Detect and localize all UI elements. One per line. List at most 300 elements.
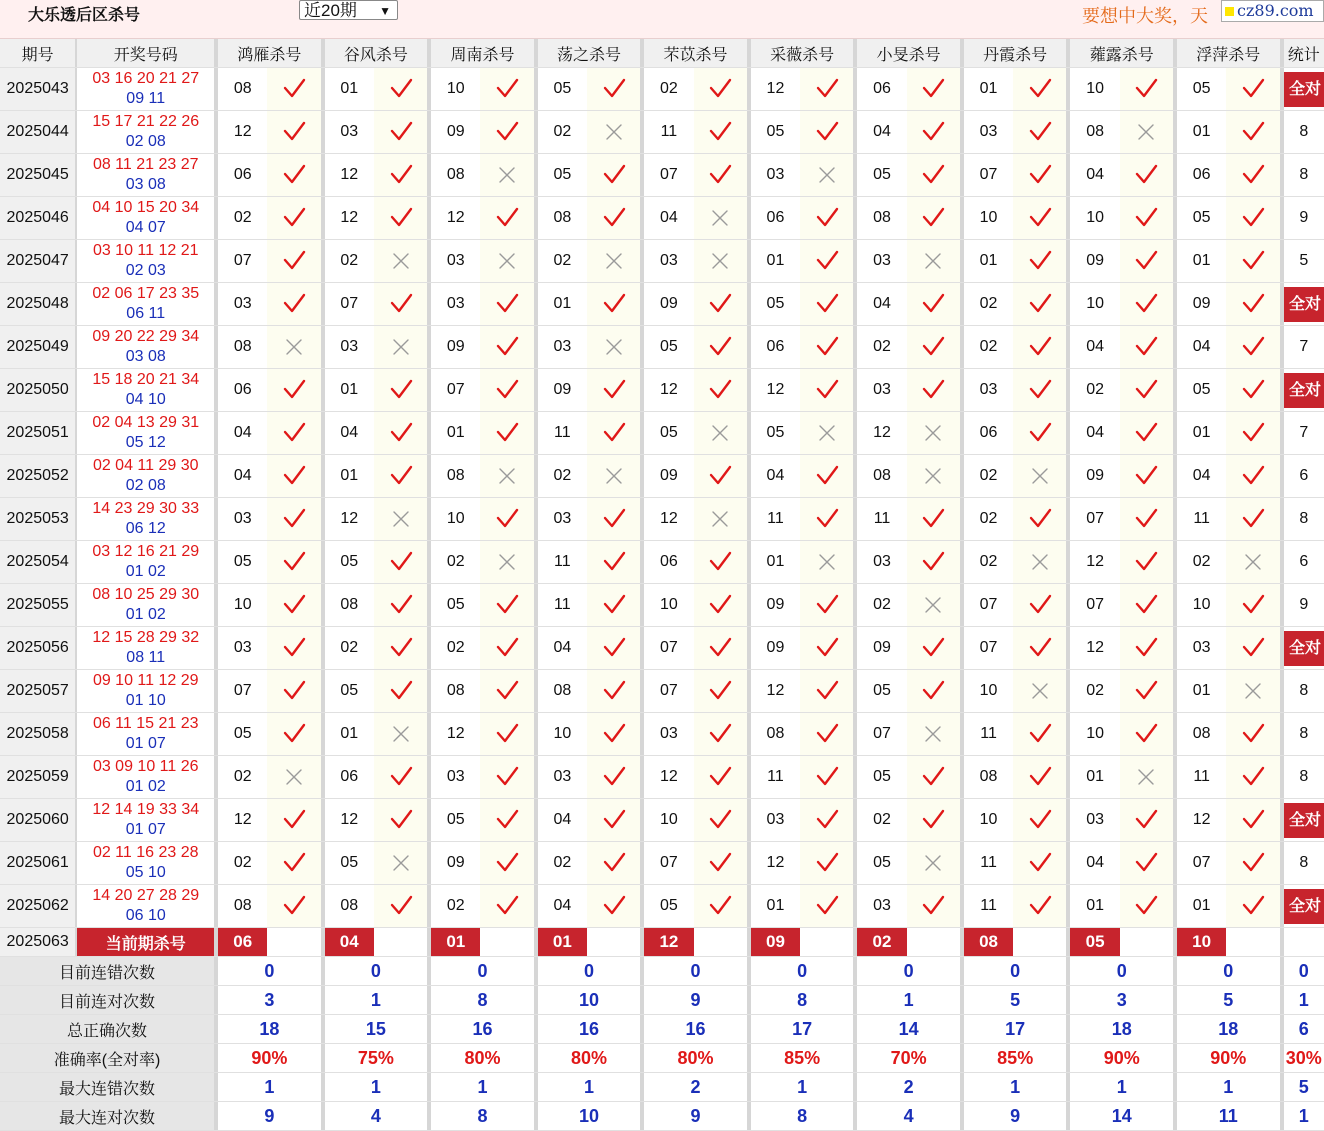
check-icon	[1241, 335, 1265, 359]
kill-result	[587, 799, 640, 842]
kill-result	[1226, 68, 1279, 111]
kill-result	[800, 369, 853, 412]
kill-result	[267, 455, 320, 498]
check-icon	[708, 894, 732, 918]
summary-value: 18	[1177, 1015, 1280, 1044]
check-icon	[389, 550, 413, 574]
kill-number: 05	[538, 68, 587, 111]
current-stat-empty	[1284, 928, 1324, 957]
kill-result	[1013, 885, 1066, 928]
kill-number: 09	[751, 584, 800, 627]
row-stat	[1284, 369, 1324, 412]
kill-result	[694, 627, 747, 670]
kill-number: 07	[964, 584, 1013, 627]
check-icon	[1028, 722, 1052, 746]
kill-number: 06	[751, 197, 800, 240]
kill-number: 01	[1177, 670, 1226, 713]
summary-value: 0	[1070, 957, 1173, 986]
table-row	[0, 842, 1324, 885]
cross-icon	[495, 249, 519, 273]
summary-value: 0	[431, 957, 534, 986]
draw-numbers-cell	[77, 584, 214, 627]
summary-value: 8	[431, 986, 534, 1015]
kill-result	[1226, 455, 1279, 498]
kill-number: 01	[1177, 111, 1226, 154]
kill-number: 02	[325, 627, 374, 670]
period-cell: 2025049	[0, 326, 75, 369]
scrolling-slogan: 要想中大奖，天	[1082, 6, 1208, 26]
kill-number: 08	[431, 455, 480, 498]
kill-number: 08	[1070, 111, 1119, 154]
cross-icon	[389, 722, 413, 746]
row-stat: 9	[1284, 197, 1324, 240]
kill-number: 09	[1070, 455, 1119, 498]
check-icon	[1134, 77, 1158, 101]
check-icon	[282, 636, 306, 660]
summary-value: 70%	[857, 1044, 960, 1073]
check-icon	[495, 593, 519, 617]
kill-result	[1013, 240, 1066, 283]
kill-number: 02	[1070, 670, 1119, 713]
kill-result	[1013, 584, 1066, 627]
check-icon	[602, 163, 626, 187]
kill-number: 08	[218, 326, 267, 369]
period-cell: 2025057	[0, 670, 75, 713]
kill-number: 02	[431, 541, 480, 584]
summary-value: 1	[538, 1073, 641, 1102]
check-icon	[1028, 421, 1052, 445]
check-icon	[495, 894, 519, 918]
kill-result	[267, 326, 320, 369]
check-icon	[708, 808, 732, 832]
table-row	[0, 627, 1324, 670]
row-stat: 8	[1284, 154, 1324, 197]
kill-number: 01	[1177, 412, 1226, 455]
cross-icon	[815, 550, 839, 574]
draw-numbers-cell	[77, 885, 214, 928]
kill-number: 02	[538, 455, 587, 498]
row-stat	[1284, 627, 1324, 670]
kill-number: 01	[964, 68, 1013, 111]
kill-number: 04	[325, 412, 374, 455]
check-icon	[495, 77, 519, 101]
kill-number: 07	[325, 283, 374, 326]
kill-result	[267, 799, 320, 842]
back-numbers: 02 03	[125, 262, 166, 279]
kill-number: 12	[1070, 627, 1119, 670]
check-icon	[1241, 464, 1265, 488]
check-icon	[1241, 292, 1265, 316]
kill-number: 10	[964, 197, 1013, 240]
draw-numbers-cell	[77, 369, 214, 412]
kill-result	[1226, 111, 1279, 154]
row-stat: 8	[1284, 670, 1324, 713]
kill-number: 10	[1070, 68, 1119, 111]
column-header-expert: 小旻杀号	[857, 39, 960, 68]
cross-icon	[1028, 550, 1052, 574]
row-stat	[1284, 68, 1324, 111]
check-icon	[282, 679, 306, 703]
kill-number: 04	[218, 455, 267, 498]
back-numbers: 05 10	[125, 864, 166, 881]
kill-number: 03	[644, 240, 693, 283]
current-kill-empty	[374, 928, 427, 957]
kill-result	[374, 584, 427, 627]
kill-result	[800, 326, 853, 369]
kill-result	[374, 498, 427, 541]
kill-number: 06	[1177, 154, 1226, 197]
back-numbers: 01 07	[125, 821, 166, 838]
period-range-value: 近20期	[304, 1, 357, 20]
kill-number: 02	[218, 842, 267, 885]
draw-numbers-cell	[77, 455, 214, 498]
kill-number: 09	[538, 369, 587, 412]
check-icon	[815, 808, 839, 832]
cross-icon	[602, 464, 626, 488]
kill-result	[480, 627, 533, 670]
kill-number: 10	[964, 799, 1013, 842]
kill-result	[1120, 283, 1173, 326]
kill-result	[480, 369, 533, 412]
table-row	[0, 670, 1324, 713]
check-icon	[389, 894, 413, 918]
kill-number: 02	[857, 799, 906, 842]
all-correct-badge: 全对	[1284, 803, 1324, 838]
kill-number: 08	[857, 197, 906, 240]
current-kill-number: 01	[538, 928, 587, 957]
kill-number: 07	[644, 154, 693, 197]
kill-number: 02	[964, 498, 1013, 541]
front-numbers: 08 11 21 23 27	[92, 156, 199, 173]
kill-number: 02	[857, 584, 906, 627]
kill-number: 02	[964, 541, 1013, 584]
kill-number: 04	[1177, 455, 1226, 498]
kill-result	[587, 240, 640, 283]
check-icon	[1241, 765, 1265, 789]
kill-number: 07	[644, 842, 693, 885]
kill-result	[374, 197, 427, 240]
column-header-expert: 丹霞杀号	[964, 39, 1067, 68]
kill-result	[587, 455, 640, 498]
kill-number: 07	[644, 670, 693, 713]
summary-value: 2	[644, 1073, 747, 1102]
kill-number: 11	[1177, 498, 1226, 541]
summary-value: 0	[1177, 957, 1280, 986]
kill-number: 07	[964, 627, 1013, 670]
table-row	[0, 369, 1324, 412]
all-correct-badge: 全对	[1284, 889, 1324, 924]
kill-result	[374, 670, 427, 713]
check-icon	[1028, 378, 1052, 402]
kill-number: 05	[751, 283, 800, 326]
kill-result	[907, 326, 960, 369]
check-icon	[1134, 421, 1158, 445]
kill-number: 12	[751, 670, 800, 713]
kill-result	[587, 756, 640, 799]
check-icon	[815, 679, 839, 703]
summary-value: 5	[964, 986, 1067, 1015]
kill-number: 05	[538, 154, 587, 197]
kill-result	[1120, 68, 1173, 111]
kill-result	[1120, 154, 1173, 197]
kill-result	[694, 197, 747, 240]
check-icon	[282, 249, 306, 273]
kill-number: 10	[1070, 713, 1119, 756]
front-numbers: 03 12 16 21 29	[92, 543, 200, 560]
kill-result	[1226, 584, 1279, 627]
kill-number: 10	[644, 584, 693, 627]
check-icon	[708, 378, 732, 402]
front-numbers: 02 04 11 29 30	[92, 457, 199, 474]
kill-number: 12	[1177, 799, 1226, 842]
cross-icon	[602, 120, 626, 144]
kill-number: 03	[431, 240, 480, 283]
check-icon	[282, 808, 306, 832]
check-icon	[495, 722, 519, 746]
kill-result	[267, 584, 320, 627]
back-numbers: 08 11	[126, 649, 166, 666]
front-numbers: 03 09 10 11 26	[92, 758, 199, 775]
kill-result	[907, 412, 960, 455]
kill-result	[480, 498, 533, 541]
back-numbers: 03 08	[125, 176, 166, 193]
summary-value: 15	[325, 1015, 428, 1044]
check-icon	[1028, 292, 1052, 316]
check-icon	[602, 894, 626, 918]
check-icon	[1134, 550, 1158, 574]
kill-result	[480, 670, 533, 713]
kill-result	[374, 756, 427, 799]
kill-result	[694, 584, 747, 627]
period-range-select[interactable]	[299, 0, 398, 20]
row-stat: 6	[1284, 541, 1324, 584]
check-icon	[282, 550, 306, 574]
row-stat: 7	[1284, 326, 1324, 369]
check-icon	[282, 593, 306, 617]
kill-result	[267, 154, 320, 197]
period-cell: 2025055	[0, 584, 75, 627]
check-icon	[282, 292, 306, 316]
check-icon	[495, 851, 519, 875]
table-row	[0, 111, 1324, 154]
summary-value: 16	[538, 1015, 641, 1044]
cross-icon	[921, 593, 945, 617]
kill-number: 04	[857, 283, 906, 326]
kill-number: 12	[325, 154, 374, 197]
row-stat: 8	[1284, 111, 1324, 154]
kill-result	[587, 842, 640, 885]
summary-value: 1	[218, 1073, 321, 1102]
kill-number: 05	[218, 541, 267, 584]
kill-result	[800, 584, 853, 627]
summary-value: 8	[751, 1102, 854, 1131]
summary-value: 4	[857, 1102, 960, 1131]
kill-number: 03	[325, 111, 374, 154]
cross-icon	[921, 249, 945, 273]
period-cell: 2025045	[0, 154, 75, 197]
cross-icon	[921, 421, 945, 445]
summary-value: 18	[218, 1015, 321, 1044]
site-logo[interactable]	[1221, 0, 1324, 22]
kill-result	[480, 455, 533, 498]
kill-number: 05	[431, 799, 480, 842]
table-row	[0, 756, 1324, 799]
all-correct-badge: 全对	[1284, 72, 1324, 107]
kill-result	[374, 842, 427, 885]
table-row	[0, 197, 1324, 240]
summary-label: 准确率(全对率)	[0, 1044, 214, 1073]
kill-result	[1120, 240, 1173, 283]
check-icon	[389, 636, 413, 660]
current-kill-number: 08	[964, 928, 1013, 957]
kill-result	[1013, 541, 1066, 584]
kill-result	[267, 283, 320, 326]
draw-numbers-cell	[77, 154, 214, 197]
kill-result	[907, 670, 960, 713]
kill-result	[267, 68, 320, 111]
kill-result	[907, 541, 960, 584]
front-numbers: 14 23 29 30 33	[92, 500, 200, 517]
summary-value: 8	[751, 986, 854, 1015]
kill-number: 03	[218, 283, 267, 326]
kill-number: 09	[431, 111, 480, 154]
table-row	[0, 455, 1324, 498]
check-icon	[282, 378, 306, 402]
kill-number: 03	[964, 369, 1013, 412]
back-numbers: 06 12	[125, 520, 166, 537]
kill-number: 10	[1177, 584, 1226, 627]
kill-number: 10	[1070, 197, 1119, 240]
summary-value: 3	[1070, 986, 1173, 1015]
kill-result	[374, 627, 427, 670]
check-icon	[815, 249, 839, 273]
kill-result	[800, 197, 853, 240]
kill-number: 11	[751, 756, 800, 799]
check-icon	[708, 679, 732, 703]
kill-result	[374, 412, 427, 455]
kill-number: 08	[751, 713, 800, 756]
kill-result	[480, 197, 533, 240]
cross-icon	[921, 722, 945, 746]
kill-result	[800, 799, 853, 842]
summary-value: 18	[1070, 1015, 1173, 1044]
kill-result	[1013, 111, 1066, 154]
summary-value: 0	[538, 957, 641, 986]
kill-number: 09	[857, 627, 906, 670]
check-icon	[602, 507, 626, 531]
kill-result	[374, 369, 427, 412]
summary-label: 目前连错次数	[0, 957, 214, 986]
table-row	[0, 154, 1324, 197]
summary-row	[0, 1073, 1324, 1102]
summary-value: 0	[325, 957, 428, 986]
kill-number: 11	[751, 498, 800, 541]
kill-number: 08	[1177, 713, 1226, 756]
kill-result	[267, 713, 320, 756]
kill-result	[480, 885, 533, 928]
row-stat: 8	[1284, 756, 1324, 799]
check-icon	[389, 206, 413, 230]
check-icon	[495, 120, 519, 144]
kill-result	[374, 154, 427, 197]
kill-result	[480, 154, 533, 197]
front-numbers: 04 10 15 20 34	[92, 199, 200, 216]
kill-number: 05	[857, 154, 906, 197]
check-icon	[1241, 851, 1265, 875]
kill-number: 10	[964, 670, 1013, 713]
kill-number: 12	[325, 498, 374, 541]
summary-label: 最大连对次数	[0, 1102, 214, 1131]
check-icon	[708, 77, 732, 101]
kill-number: 01	[1070, 756, 1119, 799]
cross-icon	[1241, 550, 1265, 574]
kill-number: 10	[218, 584, 267, 627]
kill-number: 10	[431, 498, 480, 541]
column-header-expert: 鸿雁杀号	[218, 39, 321, 68]
kill-number: 09	[644, 455, 693, 498]
kill-result	[1226, 627, 1279, 670]
kill-number: 04	[218, 412, 267, 455]
kill-result	[800, 885, 853, 928]
kill-number: 11	[964, 713, 1013, 756]
row-stat	[1284, 885, 1324, 928]
kill-result	[907, 885, 960, 928]
kill-result	[587, 541, 640, 584]
check-icon	[389, 808, 413, 832]
check-icon	[1028, 636, 1052, 660]
draw-numbers-cell	[77, 111, 214, 154]
check-icon	[602, 851, 626, 875]
check-icon	[1241, 722, 1265, 746]
draw-numbers-cell	[77, 498, 214, 541]
check-icon	[708, 163, 732, 187]
kill-number: 12	[325, 799, 374, 842]
page-title: 大乐透后区杀号	[28, 7, 141, 24]
logo-text: cz89.com	[1237, 1, 1314, 20]
check-icon	[495, 636, 519, 660]
kill-number: 05	[1177, 369, 1226, 412]
kill-result	[694, 756, 747, 799]
kill-result	[480, 111, 533, 154]
kill-result	[694, 326, 747, 369]
period-cell: 2025058	[0, 713, 75, 756]
current-kill-empty	[694, 928, 747, 957]
check-icon	[815, 722, 839, 746]
kill-result	[907, 283, 960, 326]
check-icon	[282, 120, 306, 144]
kill-result	[1226, 498, 1279, 541]
table-row	[0, 799, 1324, 842]
check-icon	[815, 507, 839, 531]
kill-result	[374, 326, 427, 369]
check-icon	[921, 163, 945, 187]
kill-result	[480, 412, 533, 455]
kill-number: 12	[431, 197, 480, 240]
cross-icon	[708, 206, 732, 230]
kill-number: 06	[964, 412, 1013, 455]
kill-result	[1226, 842, 1279, 885]
kill-result	[587, 68, 640, 111]
back-numbers: 02 08	[125, 477, 166, 494]
kill-result	[907, 584, 960, 627]
current-kill-number: 09	[751, 928, 800, 957]
draw-numbers-cell	[77, 197, 214, 240]
kill-result	[267, 627, 320, 670]
column-header-expert: 采薇杀号	[751, 39, 854, 68]
kill-result	[480, 283, 533, 326]
check-icon	[708, 120, 732, 144]
check-icon	[389, 765, 413, 789]
